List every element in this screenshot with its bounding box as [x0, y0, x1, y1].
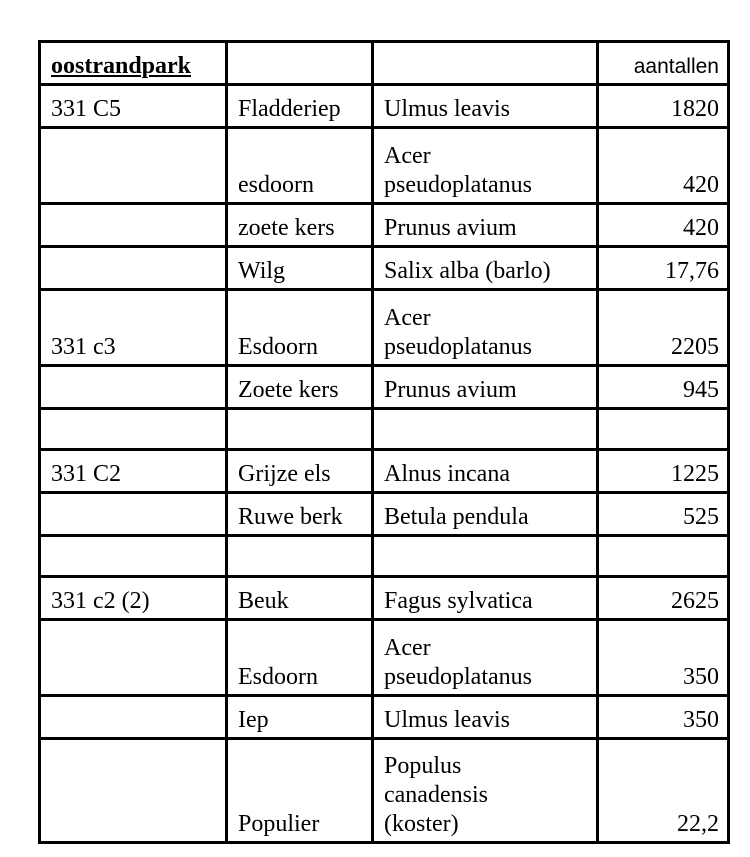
species-line: Acer	[384, 635, 431, 661]
tree-count-table	[38, 40, 730, 844]
count: 1225	[598, 450, 729, 493]
table-row	[40, 128, 729, 204]
plot-code	[40, 493, 227, 536]
count: 945	[598, 366, 729, 409]
species-name: Ulmus leavis	[373, 696, 598, 739]
header-cell-empty	[227, 42, 373, 85]
table-row	[40, 290, 729, 366]
common-name: Beuk	[227, 577, 373, 620]
count: 525	[598, 493, 729, 536]
table-header-row	[40, 42, 729, 85]
plot-code: 331 C5	[40, 85, 227, 128]
common-name: Wilg	[227, 247, 373, 290]
species-name: Alnus incana	[373, 450, 598, 493]
count: 350	[598, 620, 729, 696]
plot-code	[40, 366, 227, 409]
species-name	[373, 620, 598, 696]
table-row	[40, 696, 729, 739]
table-row-empty	[40, 409, 729, 450]
species-name: Prunus avium	[373, 204, 598, 247]
table-row	[40, 620, 729, 696]
table-row-empty	[40, 536, 729, 577]
species-line: Acer	[384, 143, 431, 169]
species-name: Ulmus leavis	[373, 85, 598, 128]
table-row	[40, 247, 729, 290]
common-name: Ruwe berk	[227, 493, 373, 536]
count: 420	[598, 204, 729, 247]
location-title: oostrandpark	[51, 53, 192, 79]
species-name: Betula pendula	[373, 493, 598, 536]
species-line: canadensis	[384, 782, 488, 808]
common-name: Esdoorn	[227, 620, 373, 696]
common-name: Grijze els	[227, 450, 373, 493]
header-cell-empty	[373, 42, 598, 85]
species-line: (koster)	[384, 811, 459, 837]
count: 2205	[598, 290, 729, 366]
plot-code	[40, 409, 227, 450]
common-name: Esdoorn	[227, 290, 373, 366]
plot-code	[40, 696, 227, 739]
species-name	[373, 128, 598, 204]
species-name: Prunus avium	[373, 366, 598, 409]
table-row	[40, 577, 729, 620]
species-line: Populus	[384, 753, 462, 779]
common-name: Populier	[227, 739, 373, 843]
species-line: pseudoplatanus	[384, 334, 532, 360]
header-count-label: aantallen	[598, 42, 729, 85]
count: 17,76	[598, 247, 729, 290]
table-row	[40, 85, 729, 128]
common-name: Zoete kers	[227, 366, 373, 409]
count: 1820	[598, 85, 729, 128]
count	[598, 409, 729, 450]
common-name: Fladderiep	[227, 85, 373, 128]
species-line: pseudoplatanus	[384, 664, 532, 690]
species-name	[373, 536, 598, 577]
table-row	[40, 450, 729, 493]
count: 420	[598, 128, 729, 204]
species-line: Acer	[384, 305, 431, 331]
plot-code: 331 c2 (2)	[40, 577, 227, 620]
common-name	[227, 536, 373, 577]
count: 22,2	[598, 739, 729, 843]
common-name	[227, 409, 373, 450]
table-row	[40, 739, 729, 843]
species-name: Fagus sylvatica	[373, 577, 598, 620]
common-name: Iep	[227, 696, 373, 739]
header-location	[40, 42, 227, 85]
count: 350	[598, 696, 729, 739]
common-name: zoete kers	[227, 204, 373, 247]
table-row	[40, 493, 729, 536]
species-line: pseudoplatanus	[384, 172, 532, 198]
species-name	[373, 739, 598, 843]
species-name	[373, 290, 598, 366]
plot-code: 331 c3	[40, 290, 227, 366]
plot-code	[40, 739, 227, 843]
plot-code	[40, 128, 227, 204]
species-name: Salix alba (barlo)	[373, 247, 598, 290]
plot-code	[40, 620, 227, 696]
common-name: esdoorn	[227, 128, 373, 204]
species-name	[373, 409, 598, 450]
count: 2625	[598, 577, 729, 620]
plot-code	[40, 204, 227, 247]
table-row	[40, 366, 729, 409]
count	[598, 536, 729, 577]
table-row	[40, 204, 729, 247]
plot-code	[40, 247, 227, 290]
plot-code	[40, 536, 227, 577]
plot-code: 331 C2	[40, 450, 227, 493]
